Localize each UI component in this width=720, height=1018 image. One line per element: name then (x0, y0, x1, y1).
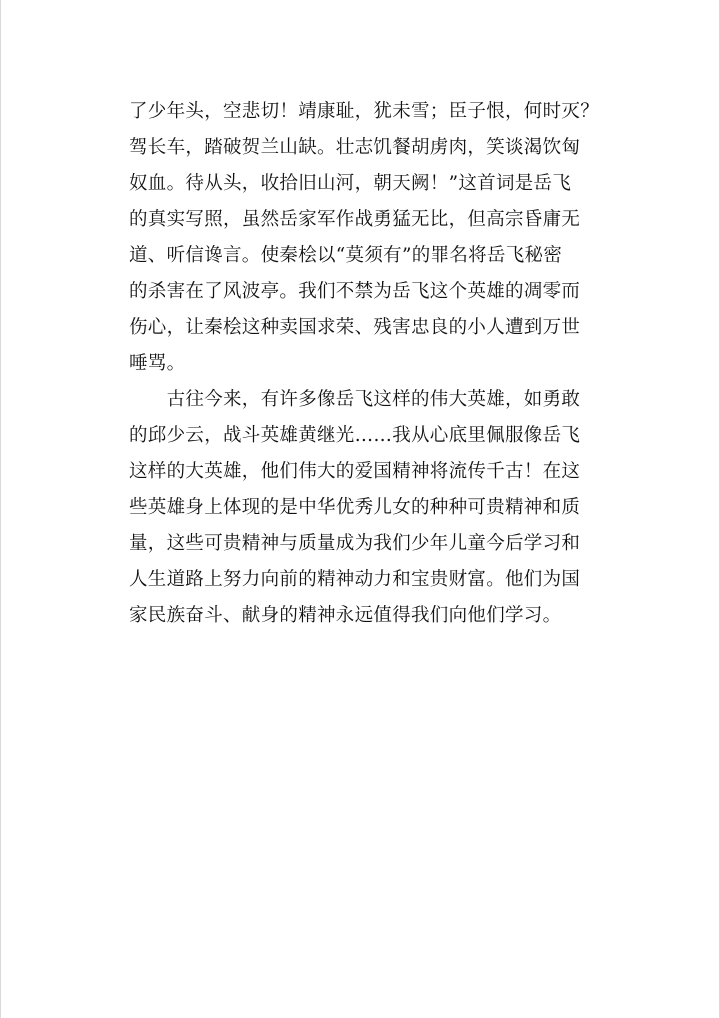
text-line-2: 驾长车，踏破贺兰山缺。壮志饥餐胡虏肉，笑谈渴饮匈 (129, 137, 581, 158)
essay-text (129, 94, 607, 634)
text-line-7: 伤心，让秦桧这种卖国求荣、残害忠良的小人遭到万世 (129, 317, 581, 338)
text-line-1: 了少年头，空悲切！靖康耻，犹未雪；臣子恨，何时灭？ (129, 101, 600, 122)
text-line-15: 家民族奋斗、献身的精神永远值得我们向他们学习。 (129, 605, 562, 626)
text-line-3: 奴血。待从头，收拾旧山河，朝天阙！”这首词是岳飞 (129, 173, 572, 194)
text-line-4: 的真实写照，虽然岳家军作战勇猛无比，但高宗昏庸无 (129, 209, 581, 230)
text-line-6: 的杀害在了风波亭。我们不禁为岳飞这个英雄的凋零而 (129, 281, 581, 302)
text-line-5: 道、听信谗言。使秦桧以“莫须有”的罪名将岳飞秘密 (129, 245, 563, 266)
text-line-10: 的邱少云，战斗英雄黄继光……我从心底里佩服像岳飞 (129, 425, 581, 446)
text-line-14: 人生道路上努力向前的精神动力和宝贵财富。他们为国 (129, 569, 581, 590)
text-line-8: 唾骂。 (129, 353, 186, 374)
text-line-13: 量，这些可贵精神与质量成为我们少年儿童今后学习和 (129, 533, 581, 554)
text-line-11: 这样的大英雄，他们伟大的爱国精神将流传千古！在这 (129, 461, 581, 482)
text-line-12: 些英雄身上体现的是中华优秀儿女的种种可贵精神和质 (129, 497, 581, 518)
text-line-9: 古往今来，有许多像岳飞这样的伟大英雄，如勇敢 (129, 389, 581, 410)
